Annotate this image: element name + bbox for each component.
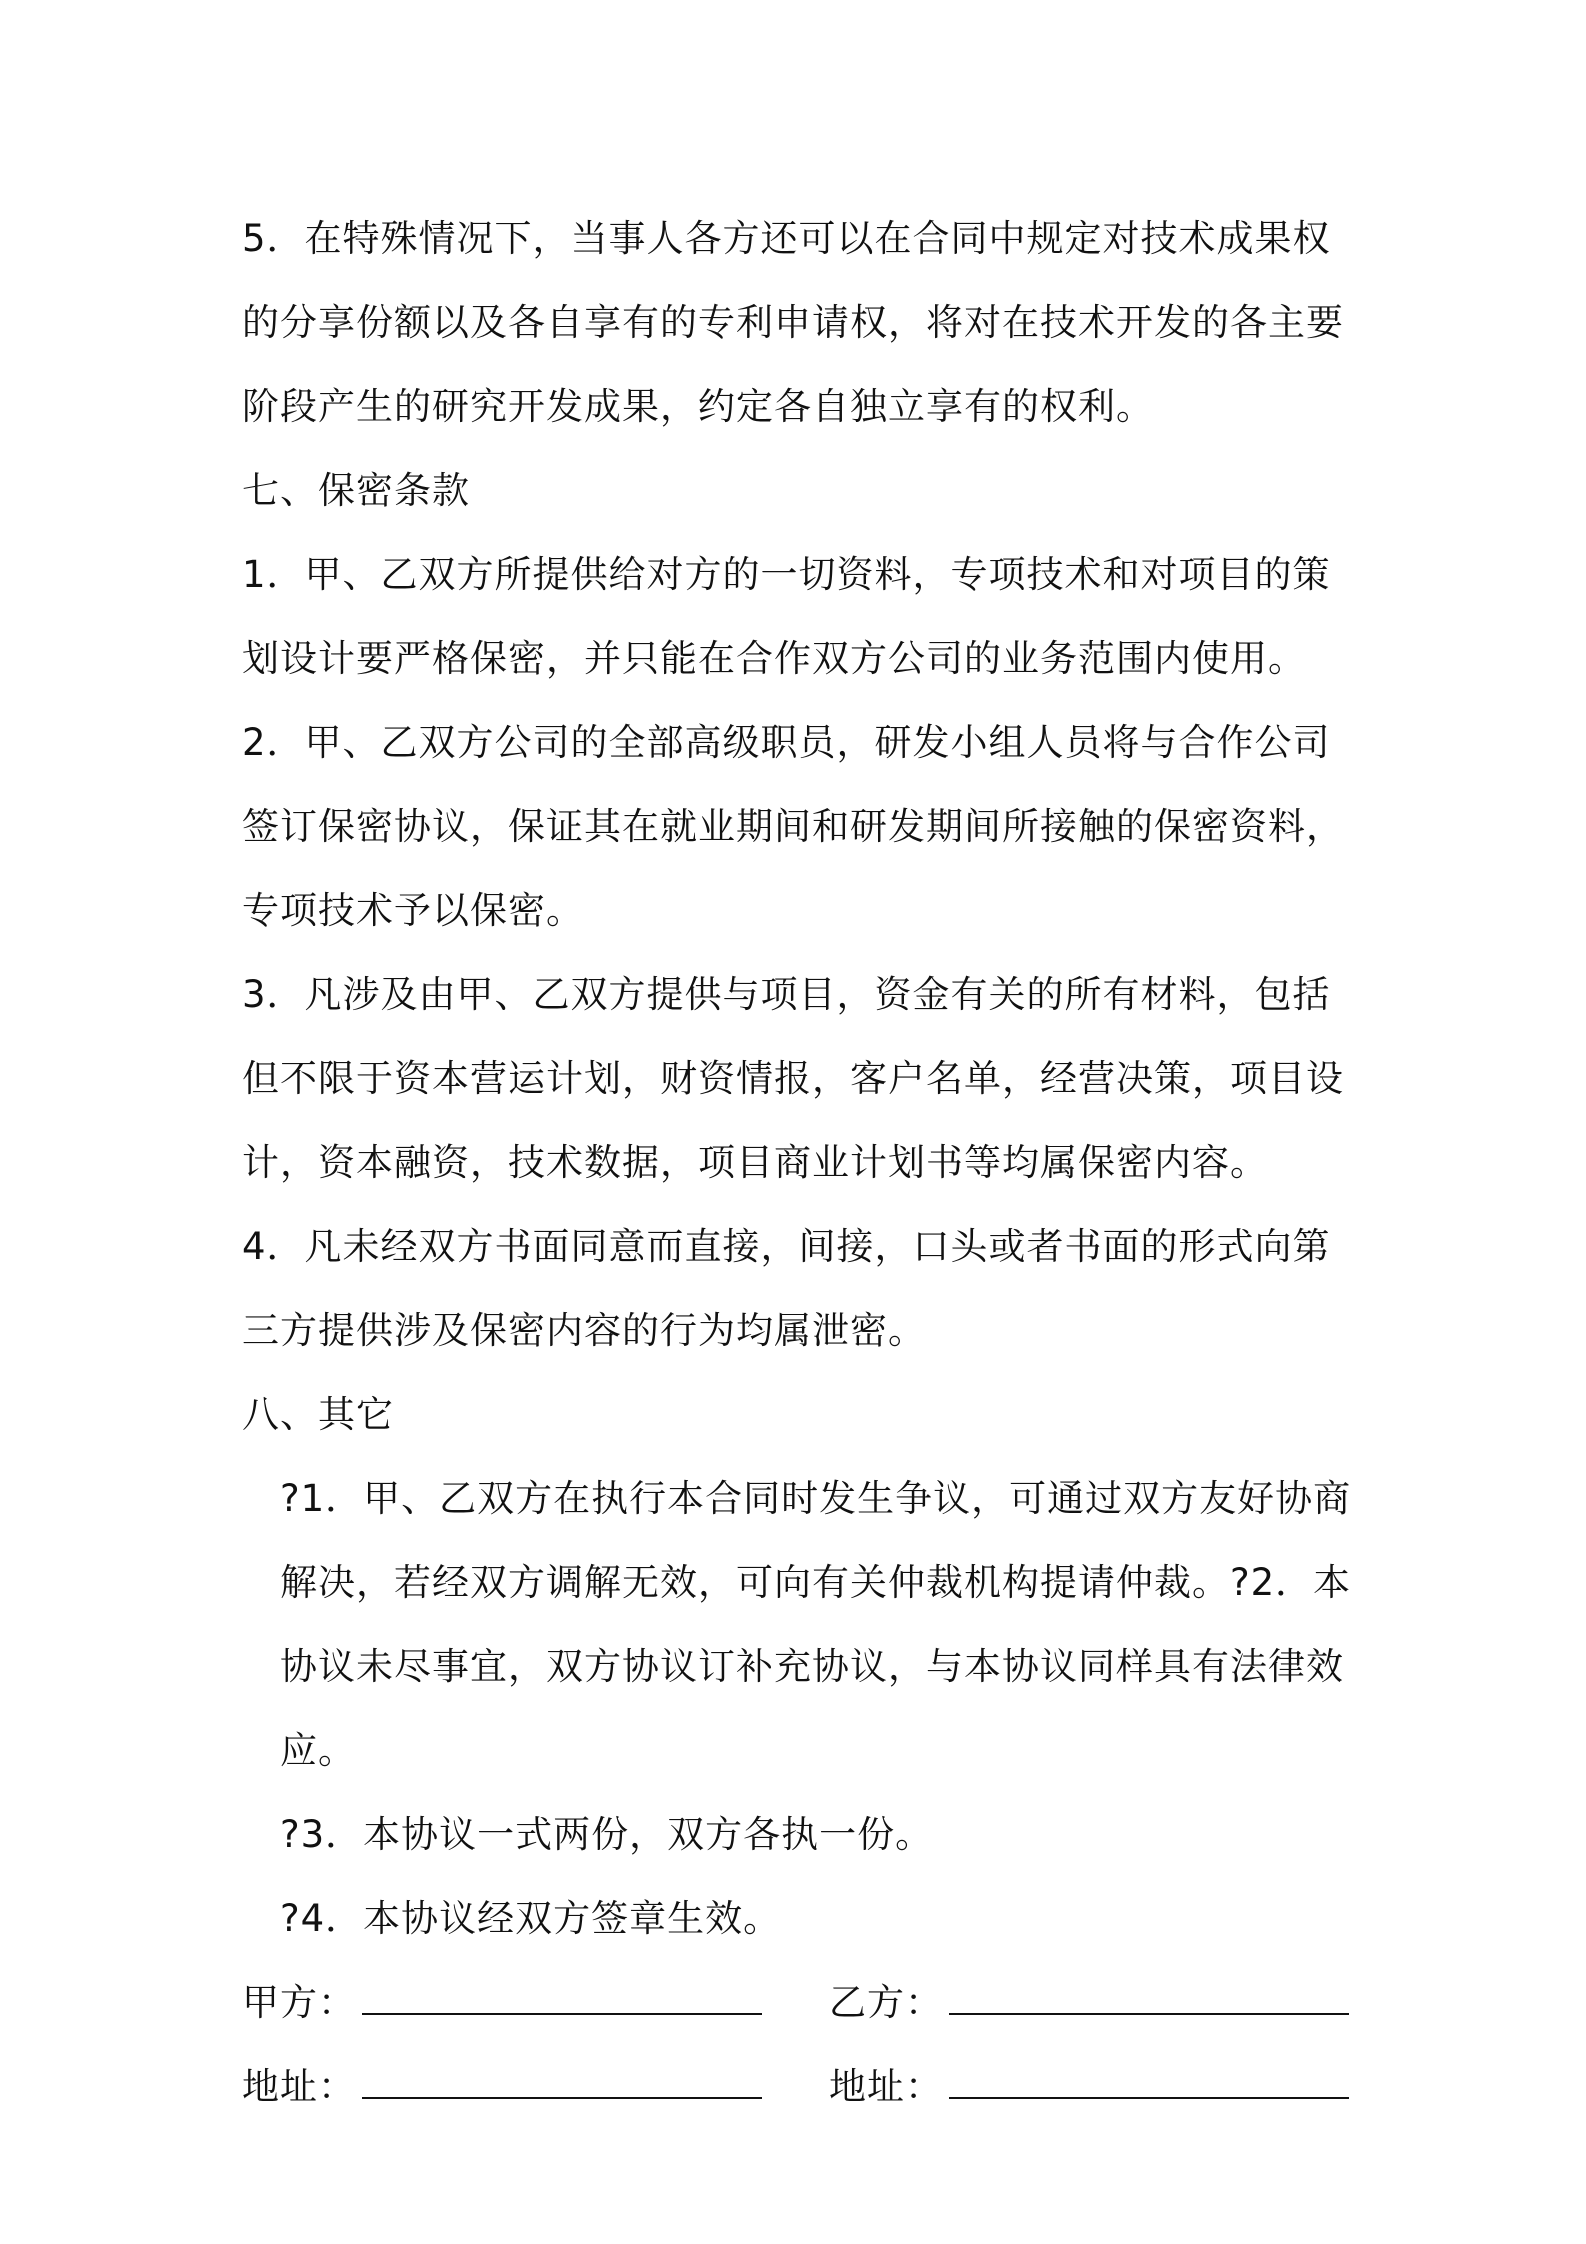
- confidentiality-clause-3: 3．凡涉及由甲、乙双方提供与项目，资金有关的所有材料，包括但不限于资本营运计划，财资情报，客户名单，经营决策，项目设计，资本融资，技术数据，项目商业计划书等均属保密内容。: [242, 973, 1344, 1184]
- address-a-line[interactable]: [362, 2047, 762, 2099]
- party-b-label: 乙方：: [829, 1981, 943, 2024]
- section-heading-confidentiality: 七、保密条款: [242, 469, 470, 512]
- document-body: [242, 197, 1352, 2129]
- party-b-signature: [829, 1961, 1349, 2045]
- address-b-line[interactable]: [949, 2047, 1349, 2099]
- signature-row-addresses: [242, 2045, 1352, 2129]
- confidentiality-clause-1: 1．甲、乙双方所提供给对方的一切资料，专项技术和对项目的策划设计要严格保密，并只能在合作双方公司的业务范围内使用。: [242, 553, 1331, 680]
- party-a-signature: [242, 1961, 762, 2045]
- section-heading-other: 八、其它: [242, 1393, 394, 1436]
- other-clause-4: ?4．本协议经双方签章生效。: [280, 1897, 782, 1940]
- address-a-label: 地址：: [242, 2065, 356, 2108]
- party-a-address: [242, 2045, 762, 2129]
- other-clause-1-2: ?1．甲、乙双方在执行本合同时发生争议，可通过双方友好协商解决，若经双方调解无效，可向有关仲裁机构提请仲裁。?2．本协议未尽事宜，双方协议订补充协议，与本协议同样具有法律效应。: [280, 1477, 1352, 1772]
- party-a-signature-line[interactable]: [362, 1963, 762, 2015]
- clause-5-paragraph: 5．在特殊情况下，当事人各方还可以在合同中规定对技术成果权的分享份额以及各自享有的专利申请权，将对在技术开发的各主要阶段产生的研究开发成果，约定各自独立享有的权利。: [242, 217, 1344, 428]
- address-b-label: 地址：: [829, 2065, 943, 2108]
- confidentiality-clause-4: 4．凡未经双方书面同意而直接，间接，口头或者书面的形式向第三方提供涉及保密内容的行为均属泄密。: [242, 1225, 1331, 1352]
- party-a-label: 甲方：: [242, 1981, 356, 2024]
- signature-row-parties: [242, 1961, 1352, 2045]
- party-b-signature-line[interactable]: [949, 1963, 1349, 2015]
- other-clause-3: ?3．本协议一式两份，双方各执一份。: [280, 1813, 934, 1856]
- confidentiality-clause-2: 2．甲、乙双方公司的全部高级职员，研发小组人员将与合作公司签订保密协议，保证其在就业期间和研发期间所接触的保密资料，专项技术予以保密。: [242, 721, 1344, 932]
- party-b-address: [829, 2045, 1349, 2129]
